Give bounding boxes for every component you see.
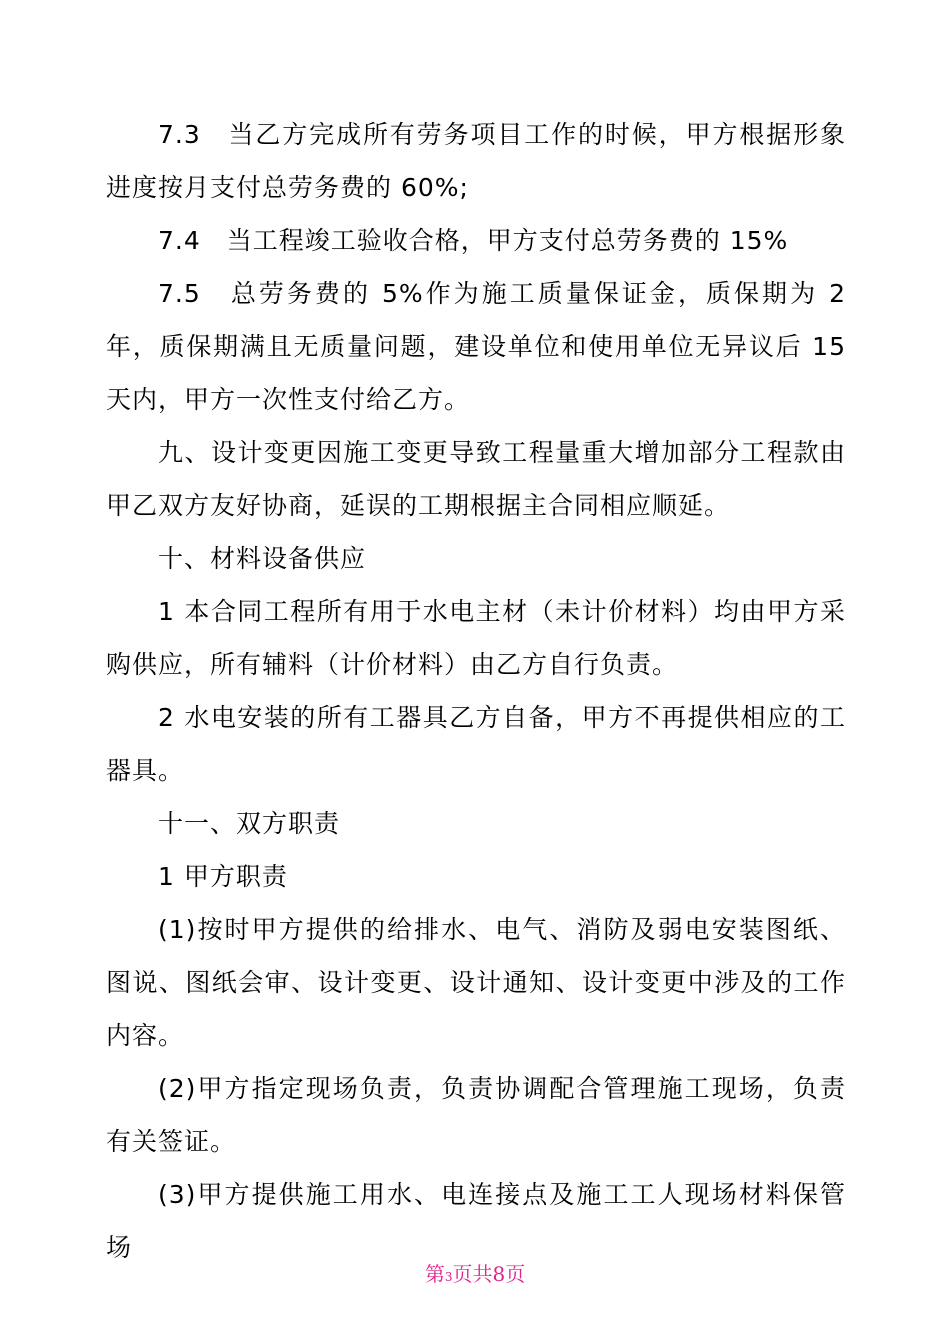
heading-section-11: 十一、双方职责 bbox=[158, 809, 341, 838]
heading-section-10: 十、材料设备供应 bbox=[158, 544, 367, 573]
paragraph-section-9: 九、设计变更因施工变更导致工程量重大增加部分工程款由甲乙双方友好协商，延误的工期根据主合同相应顺延。 bbox=[106, 438, 846, 520]
paragraph-duty-1: (1)按时甲方提供的给排水、电气、消防及弱电安装图纸、图说、图纸会审、设计变更、设计通知、设计变更中涉及的工作内容。 bbox=[106, 915, 846, 1050]
footer-middle: 页共 bbox=[452, 1262, 493, 1286]
paragraph-7-3: 7.3 当乙方完成所有劳务项目工作的时候，甲方根据形象进度按月支付总劳务费的 60%; bbox=[106, 120, 846, 202]
heading-party-a-duties: 1 甲方职责 bbox=[158, 862, 288, 891]
paragraph-10-2: 2 水电安装的所有工器具乙方自备，甲方不再提供相应的工器具。 bbox=[106, 703, 846, 785]
paragraph-duty-3: (3)甲方提供施工用水、电连接点及施工工人现场材料保管场 bbox=[106, 1180, 846, 1262]
footer-total-pages: 8 bbox=[492, 1262, 506, 1286]
paragraph-10-1: 1 本合同工程所有用于水电主材（未计价材料）均由甲方采购供应，所有辅料（计价材料）由乙方自行负责。 bbox=[106, 597, 846, 679]
paragraph-7-4: 7.4 当工程竣工验收合格，甲方支付总劳务费的 15% bbox=[158, 226, 789, 255]
paragraph-7-5: 7.5 总劳务费的 5%作为施工质量保证金，质保期为 2 年，质保期满且无质量问题，建设单位和使用单位无异议后 15 天内，甲方一次性支付给乙方。 bbox=[106, 279, 846, 414]
page-number-footer bbox=[0, 1258, 950, 1287]
footer-prefix: 第 bbox=[424, 1262, 445, 1286]
paragraph-duty-2: (2)甲方指定现场负责，负责协调配合管理施工现场，负责有关签证。 bbox=[106, 1074, 846, 1156]
footer-suffix: 页 bbox=[505, 1262, 526, 1286]
footer-current-page: 3 bbox=[444, 1270, 453, 1284]
